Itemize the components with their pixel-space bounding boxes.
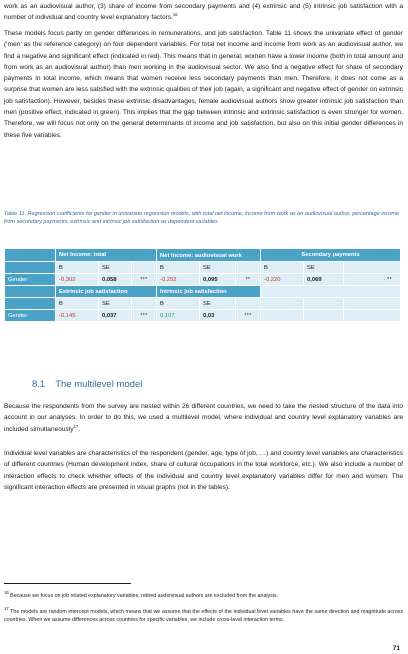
coef-secondary-payments: -0,220 [261, 274, 304, 286]
section-number: 8.1 [32, 379, 46, 390]
sig-net-income-audiovisual: ** [236, 274, 261, 286]
header-empty [5, 249, 56, 262]
table-caption: Table 11. Regression coefficients for gender in univariate regression models, with total net income, income from work as an audiovisual author, percentage income from secondary payments, extrinsic and intrinsic job satisfaction as dependent variables [4, 211, 399, 225]
blank-cell [261, 310, 304, 322]
subheader-sig [344, 262, 401, 274]
footnote-text: Because we focus on job related explanatory variables, retired audiovisual authors are excluded from the analysis. [10, 593, 279, 599]
subheader-empty [5, 298, 56, 310]
row-label-gender: Gender [5, 310, 56, 322]
table-subheader-row-1 [5, 262, 401, 274]
footnote-text: The models are random intercept models, which means that we assume that the effects of the individual level variables have the same direction and magnitude across countries. When we assume differences across countries for specific variables, we include cross-level interaction terms. [4, 609, 403, 623]
sentence-period: . [78, 425, 81, 433]
coef-net-income-audiovisual: -0,252 [157, 274, 200, 286]
subheader-b: B [157, 298, 200, 310]
paragraph-intro-text: work as an audiovisual author, (3) share of income from secondary payments and (4) extrinsic and (5) intrinsic job satisfaction with a number of individual and country level explanatory factors. [4, 3, 403, 22]
footnote-separator [4, 583, 131, 584]
header-net-income-audiovisual: Net Income: audiovisual work [157, 249, 261, 262]
se-secondary-payments: 0,069 [304, 274, 344, 286]
se-net-income-total: 0,058 [99, 274, 132, 286]
blank-cell [304, 310, 344, 322]
sig-net-income-total: *** [132, 274, 157, 286]
header-intrinsic-satisfaction: Intrinsic job satisfaction [157, 286, 261, 298]
footnote-mark: 16 [4, 590, 9, 596]
se-net-income-audiovisual: 0,095 [200, 274, 236, 286]
table-header-row-1 [5, 249, 401, 262]
blank-cell [344, 298, 401, 310]
paragraph-nested-structure-text: Because the respondents from the survey are nested within 26 different countries, we need to take the nested structure of the data into account in our analyses. In order to do this, we used a multilevel model, where individual and country level explanatory variables are included simultaneously [4, 403, 403, 433]
footnote-ref-17: 17 [73, 423, 79, 429]
subheader-se: SE [200, 298, 236, 310]
blank-cell [261, 298, 304, 310]
sig-extrinsic-satisfaction: *** [132, 310, 157, 322]
subheader-b: B [261, 262, 304, 274]
paragraph-intro [4, 1, 403, 24]
subheader-sig [132, 262, 157, 274]
subheader-se: SE [99, 298, 132, 310]
subheader-se: SE [304, 262, 344, 274]
se-extrinsic-satisfaction: 0,037 [99, 310, 132, 322]
subheader-se: SE [99, 262, 132, 274]
subheader-sig [132, 298, 157, 310]
coef-extrinsic-satisfaction: -0,145 [56, 310, 99, 322]
coef-net-income-total: -0,302 [56, 274, 99, 286]
blank-cell [304, 298, 344, 310]
header-extrinsic-satisfaction: Extrinsic job satisfaction [56, 286, 157, 298]
footnote-ref-16: 16 [172, 12, 178, 18]
regression-table [4, 248, 401, 322]
header-empty [5, 286, 56, 298]
footnote-17 [4, 606, 403, 625]
table-header-row-2 [5, 286, 401, 298]
row-label-gender: Gender [5, 274, 56, 286]
header-blank [261, 286, 401, 298]
blank-cell [344, 310, 401, 322]
subheader-b: B [157, 262, 200, 274]
subheader-empty [5, 262, 56, 274]
paragraph-variable-levels: Individual level variables are characteristics of the respondent (gender, age, type of job, …) and country level variables are characteristics of different countries (Human development index, share of cultural occupations in the total workforce, etc.). We also include a number of interaction effects to check whether effects of the individual and country level explanatory variables differ for men and women. The significant interaction effects are presented in visual graphs (not in the tables). [4, 450, 403, 491]
table-subheader-row-2 [5, 298, 401, 310]
subheader-se: SE [200, 262, 236, 274]
table-row-gender-2 [5, 310, 401, 322]
subheader-b: B [56, 298, 99, 310]
footnote-16 [4, 590, 403, 601]
subheader-sig [236, 262, 261, 274]
subheader-b: B [56, 262, 99, 274]
sig-intrinsic-satisfaction: *** [236, 310, 261, 322]
footnote-mark: 17 [4, 606, 9, 612]
paragraph-gender-effects: These models focus partly on gender differences in remunerations, and job satisfaction. Table 11 shows the univariate effect of gender (‘men’ as the reference category) on four dependent variables. For total net income and income from work as an audiovisual author, we find a negative and significant effect (indicated in red). This means that in general, women have a lower income (both in total amount and from work as an audiovisual author) than men working in the audiovisual sector. We also find a negative effect for share of secondary payments in total income, which means that women receive less secondary payments than men. Therefore, it does not come as a surprise that women are less satisfied with the extrinsic qualities of their job (again, a significant and negative effect of gender on extrinsic job satisfaction). However, besides these extrinsic disadvantages, female audiovisual authors show greater intrinsic job satisfaction than men (positive effect, indicated in green). This implies that the gap between intrinsic and extrinsic satisfaction is even stronger for women. Therefore, we will focus not only on the general determinants of income and job satisfaction, but also on this initial gender differences in these five variables. [4, 30, 403, 139]
sig-secondary-payments: ** [344, 274, 401, 286]
subheader-sig [236, 298, 261, 310]
section-title: The multilevel model [55, 379, 143, 390]
coef-intrinsic-satisfaction: 0,107 [157, 310, 200, 322]
se-intrinsic-satisfaction: 0,03 [200, 310, 236, 322]
section-heading [32, 379, 142, 390]
header-net-income-total: Net Income: total [56, 249, 157, 262]
page-number: 71 [392, 645, 400, 652]
table-row-gender-1 [5, 274, 401, 286]
paragraph-nested-structure [4, 401, 403, 435]
header-secondary-payments: Secondary payments [261, 249, 401, 262]
